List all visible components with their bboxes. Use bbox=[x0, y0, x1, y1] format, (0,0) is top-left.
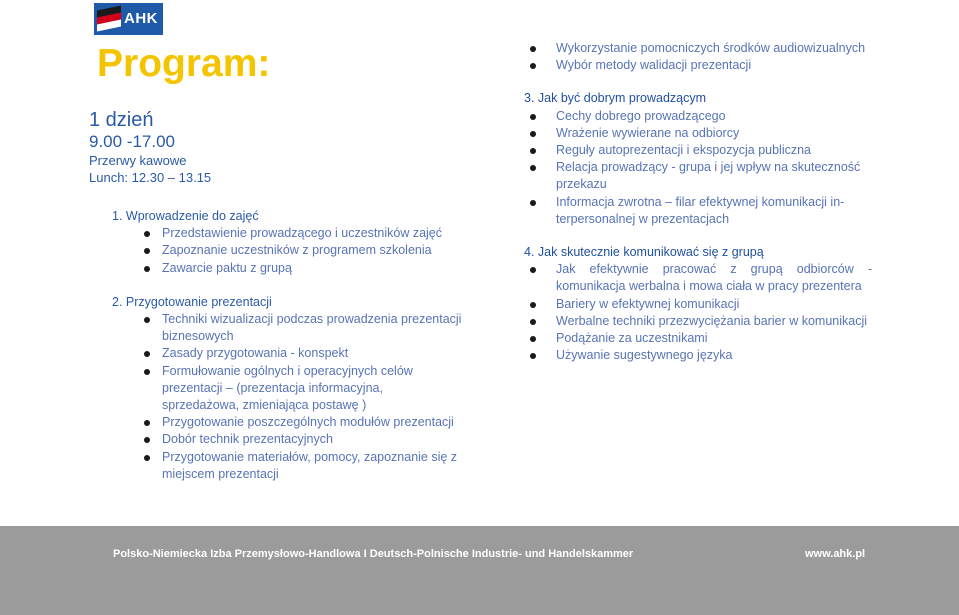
top-list bbox=[524, 40, 872, 74]
bullet-icon bbox=[530, 114, 536, 120]
section3-list bbox=[524, 108, 872, 228]
list-item: Formułowanie ogólnych i operacyjnych celów prezentacji – (prezentacja informacyjna, sprzedażowa, zmieniająca postawę ) bbox=[112, 363, 462, 415]
list-item: Dobór technik prezentacyjnych bbox=[112, 431, 462, 448]
list-item: Zawarcie paktu z grupą bbox=[112, 260, 462, 277]
left-column bbox=[112, 208, 462, 483]
bullet-icon bbox=[530, 131, 536, 137]
section1-list bbox=[112, 225, 462, 277]
list-item: Werbalne techniki przezwyciężania barier w komunikacji bbox=[524, 313, 872, 330]
logo-text: AHK bbox=[124, 10, 158, 27]
bullet-icon bbox=[144, 437, 150, 443]
ahk-logo bbox=[94, 3, 163, 35]
bullet-icon bbox=[530, 165, 536, 171]
bullet-icon bbox=[144, 369, 150, 375]
section-heading: 4. Jak skutecznie komunikować się z grupą bbox=[524, 245, 764, 260]
list-item: Informacja zwrotna – filar efektywnej komunikacji in-terpersonalnej w prezentacjach bbox=[524, 194, 872, 228]
day-info bbox=[89, 108, 211, 186]
footer-org: Polsko-Niemiecka Izba Przemysłowo-Handlowa I Deutsch-Polnische Industrie- und Handelskammer bbox=[113, 548, 634, 560]
bullet-icon bbox=[530, 63, 536, 69]
bullet-icon bbox=[530, 148, 536, 154]
section4-list bbox=[524, 261, 872, 364]
footer bbox=[0, 526, 959, 615]
list-item: Używanie sugestywnego języka bbox=[524, 347, 872, 364]
bullet-icon bbox=[530, 302, 536, 308]
section2-list bbox=[112, 311, 462, 483]
day-time: 9.00 -17.00 bbox=[89, 132, 176, 151]
day-lunch: Lunch: 12.30 – 13.15 bbox=[89, 170, 212, 185]
list-item: Przedstawienie prowadzącego i uczestników zajęć bbox=[112, 225, 462, 242]
flag-icon bbox=[97, 8, 121, 30]
footer-url[interactable]: www.ahk.pl bbox=[805, 548, 866, 560]
bullet-icon bbox=[144, 317, 150, 323]
list-item: Zasady przygotowania - konspekt bbox=[112, 345, 462, 362]
list-item: Wybór metody walidacji prezentacji bbox=[524, 57, 872, 74]
list-item: Cechy dobrego prowadzącego bbox=[524, 108, 872, 125]
bullet-icon bbox=[144, 266, 150, 272]
list-item: Bariery w efektywnej komunikacji bbox=[524, 296, 872, 313]
list-item: Przygotowanie poszczególnych modułów prezentacji bbox=[112, 414, 462, 431]
page-title: Program: bbox=[97, 42, 271, 85]
bullet-icon bbox=[530, 46, 536, 52]
list-item: Przygotowanie materiałów, pomocy, zapoznanie się z miejscem prezentacji bbox=[112, 449, 462, 483]
list-item: Wrażenie wywierane na odbiorcy bbox=[524, 125, 872, 142]
list-item: Relacja prowadzący - grupa i jej wpływ na skuteczność przekazu bbox=[524, 159, 872, 193]
bullet-icon bbox=[144, 351, 150, 357]
bullet-icon bbox=[530, 336, 536, 342]
list-item: Reguły autoprezentacji i ekspozycja publiczna bbox=[524, 142, 872, 159]
bullet-icon bbox=[144, 455, 150, 461]
day-breaks: Przerwy kawowe bbox=[89, 153, 187, 168]
bullet-icon bbox=[530, 319, 536, 325]
bullet-icon bbox=[144, 420, 150, 426]
bullet-icon bbox=[530, 353, 536, 359]
bullet-icon bbox=[144, 248, 150, 254]
right-column bbox=[524, 40, 872, 364]
list-item: Wykorzystanie pomocniczych środków audiowizualnych bbox=[524, 40, 872, 57]
bullet-icon bbox=[530, 267, 536, 273]
bullet-icon bbox=[530, 200, 536, 206]
bullet-icon bbox=[144, 231, 150, 237]
list-item: Techniki wizualizacji podczas prowadzenia prezentacji biznesowych bbox=[112, 311, 462, 345]
list-item: Zapoznanie uczestników z programem szkolenia bbox=[112, 242, 462, 259]
section-heading: 3. Jak być dobrym prowadzącym bbox=[524, 91, 707, 106]
list-item: Podążanie za uczestnikami bbox=[524, 330, 872, 347]
day-label: 1 dzień bbox=[89, 109, 154, 131]
section-heading: 1. Wprowadzenie do zajęć bbox=[112, 209, 259, 223]
section-heading: 2. Przygotowanie prezentacji bbox=[112, 294, 272, 309]
list-item: Jak efektywnie pracować z grupą odbiorców - komunikacja werbalna i mowa ciała w pracy prezentera bbox=[524, 261, 872, 295]
